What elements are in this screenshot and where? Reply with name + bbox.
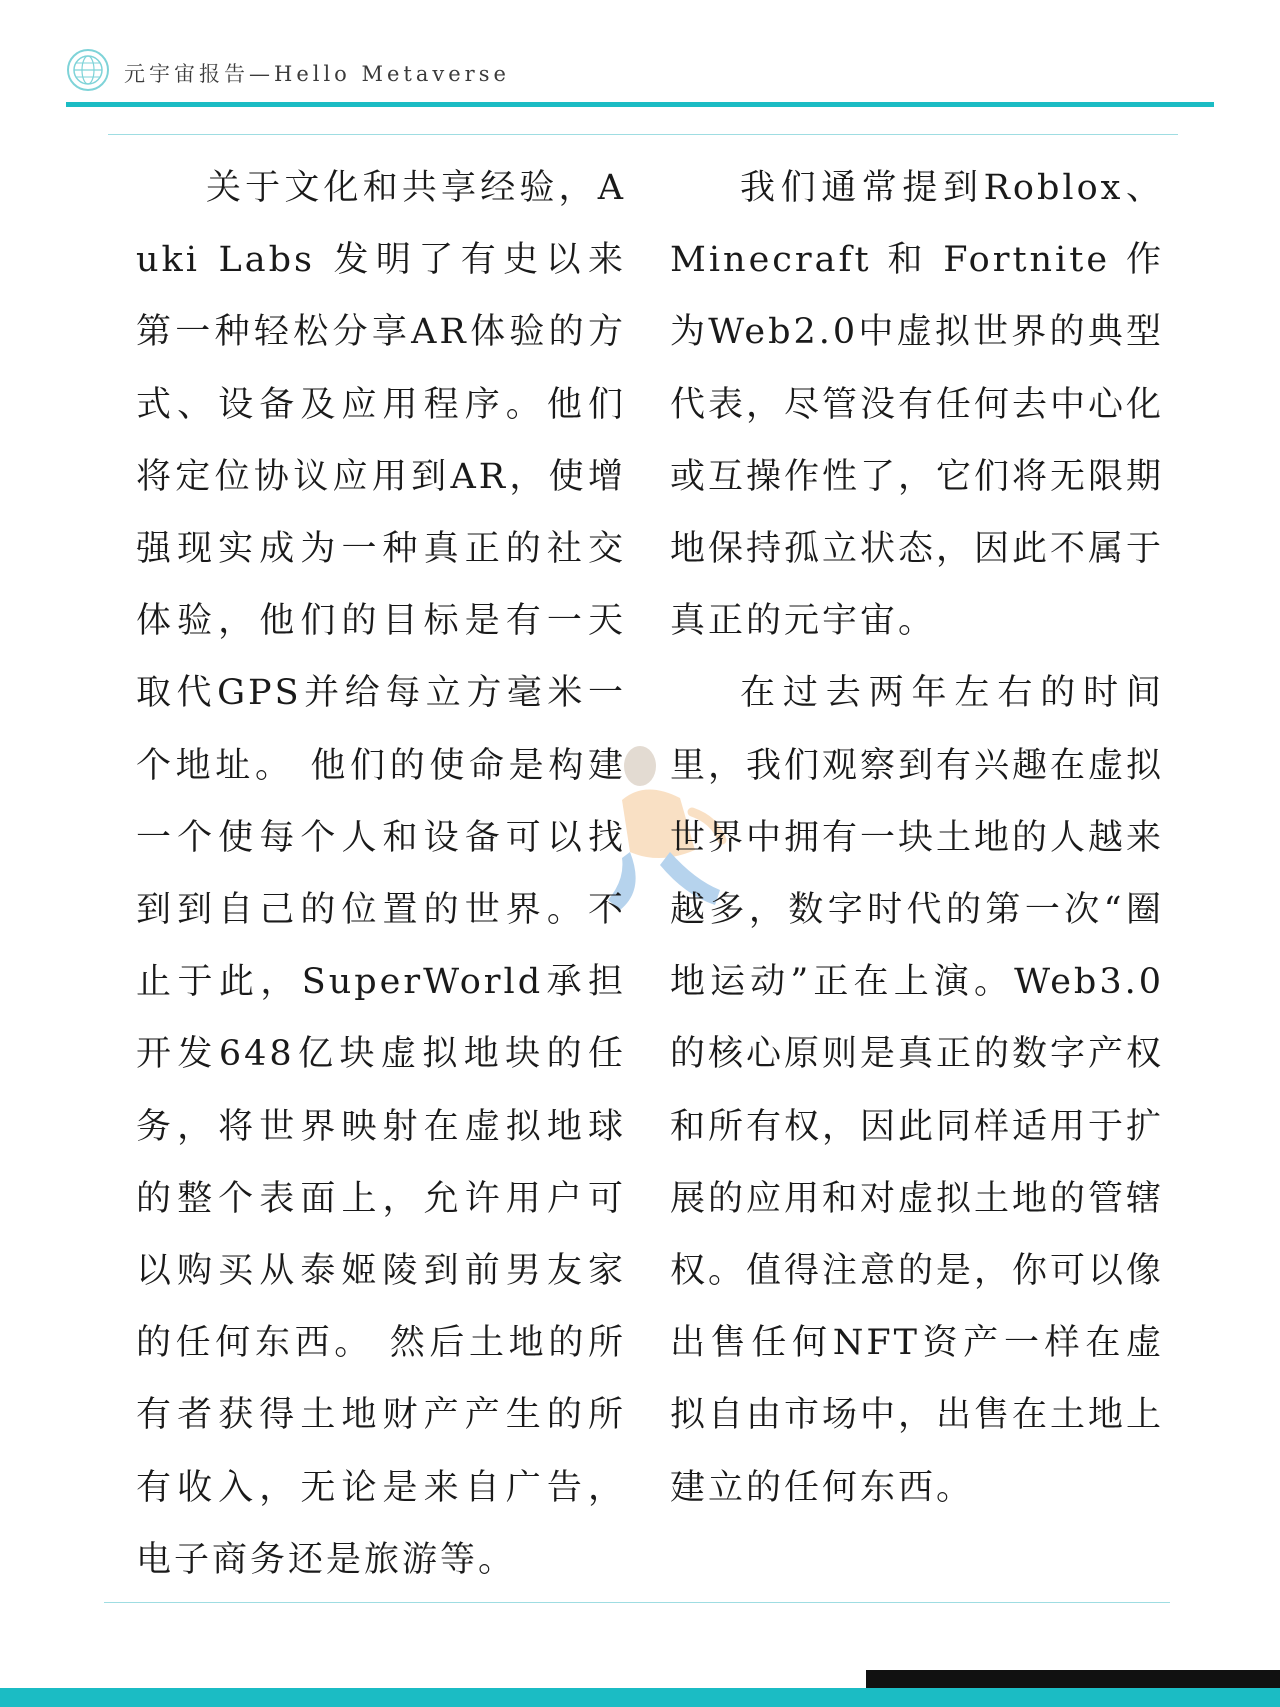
left-column	[136, 152, 626, 1596]
footer-teal-bar	[0, 1688, 1280, 1707]
globe-seal-icon	[66, 48, 110, 92]
paragraph: 在过去两年左右的时间里，我们观察到有兴趣在虚拟世界中拥有一块土地的人越来越多，数字时代的第一次“圈地运动”正在上演。Web3.0的核心原则是真正的数字产权和所有权，因此同样适用于扩展的应用和对虚拟土地的管辖权。值得注意的是，你可以像出售任何NFT资产一样在虚拟自由市场中，出售在土地上建立的任何东西。	[670, 673, 1165, 1508]
page-header	[66, 48, 1216, 98]
paragraph: 关于文化和共享经验，Auki Labs 发明了有史以来第一种轻松分享AR体验的方式、设备及应用程序。他们将定位协议应用到AR，使增强现实成为一种真正的社交体验，他们的目标是有一天取代GPS并给每立方毫米一个地址。 他们的使命是构建一个使每个人和设备可以找到到自己的位置的世界。不止于此，SuperWorld承担开发648亿块虚拟地块的任务，将世界映射在虚拟地球的整个表面上，允许用户可以购买从泰姬陵到前男友家的任何东西。 然后土地的所有者获得土地财产产生的所有收入，无论是来自广告，电子商务还是旅游等。	[136, 168, 626, 1580]
content-bottom-rule	[104, 1602, 1170, 1603]
header-title: 元宇宙报告—Hello Metaverse	[124, 62, 510, 86]
content-top-rule	[108, 134, 1178, 135]
header-divider	[66, 102, 1214, 107]
paragraph: 我们通常提到Roblox、Minecraft 和 Fortnite 作 为Web2.0中虚拟世界的典型代表，尽管没有任何去中心化或互操作性了，它们将无限期地保持孤立状态，因此不属于真正的元宇宙。	[670, 168, 1165, 642]
right-column	[670, 152, 1164, 1524]
footer-black-bar	[866, 1670, 1280, 1689]
